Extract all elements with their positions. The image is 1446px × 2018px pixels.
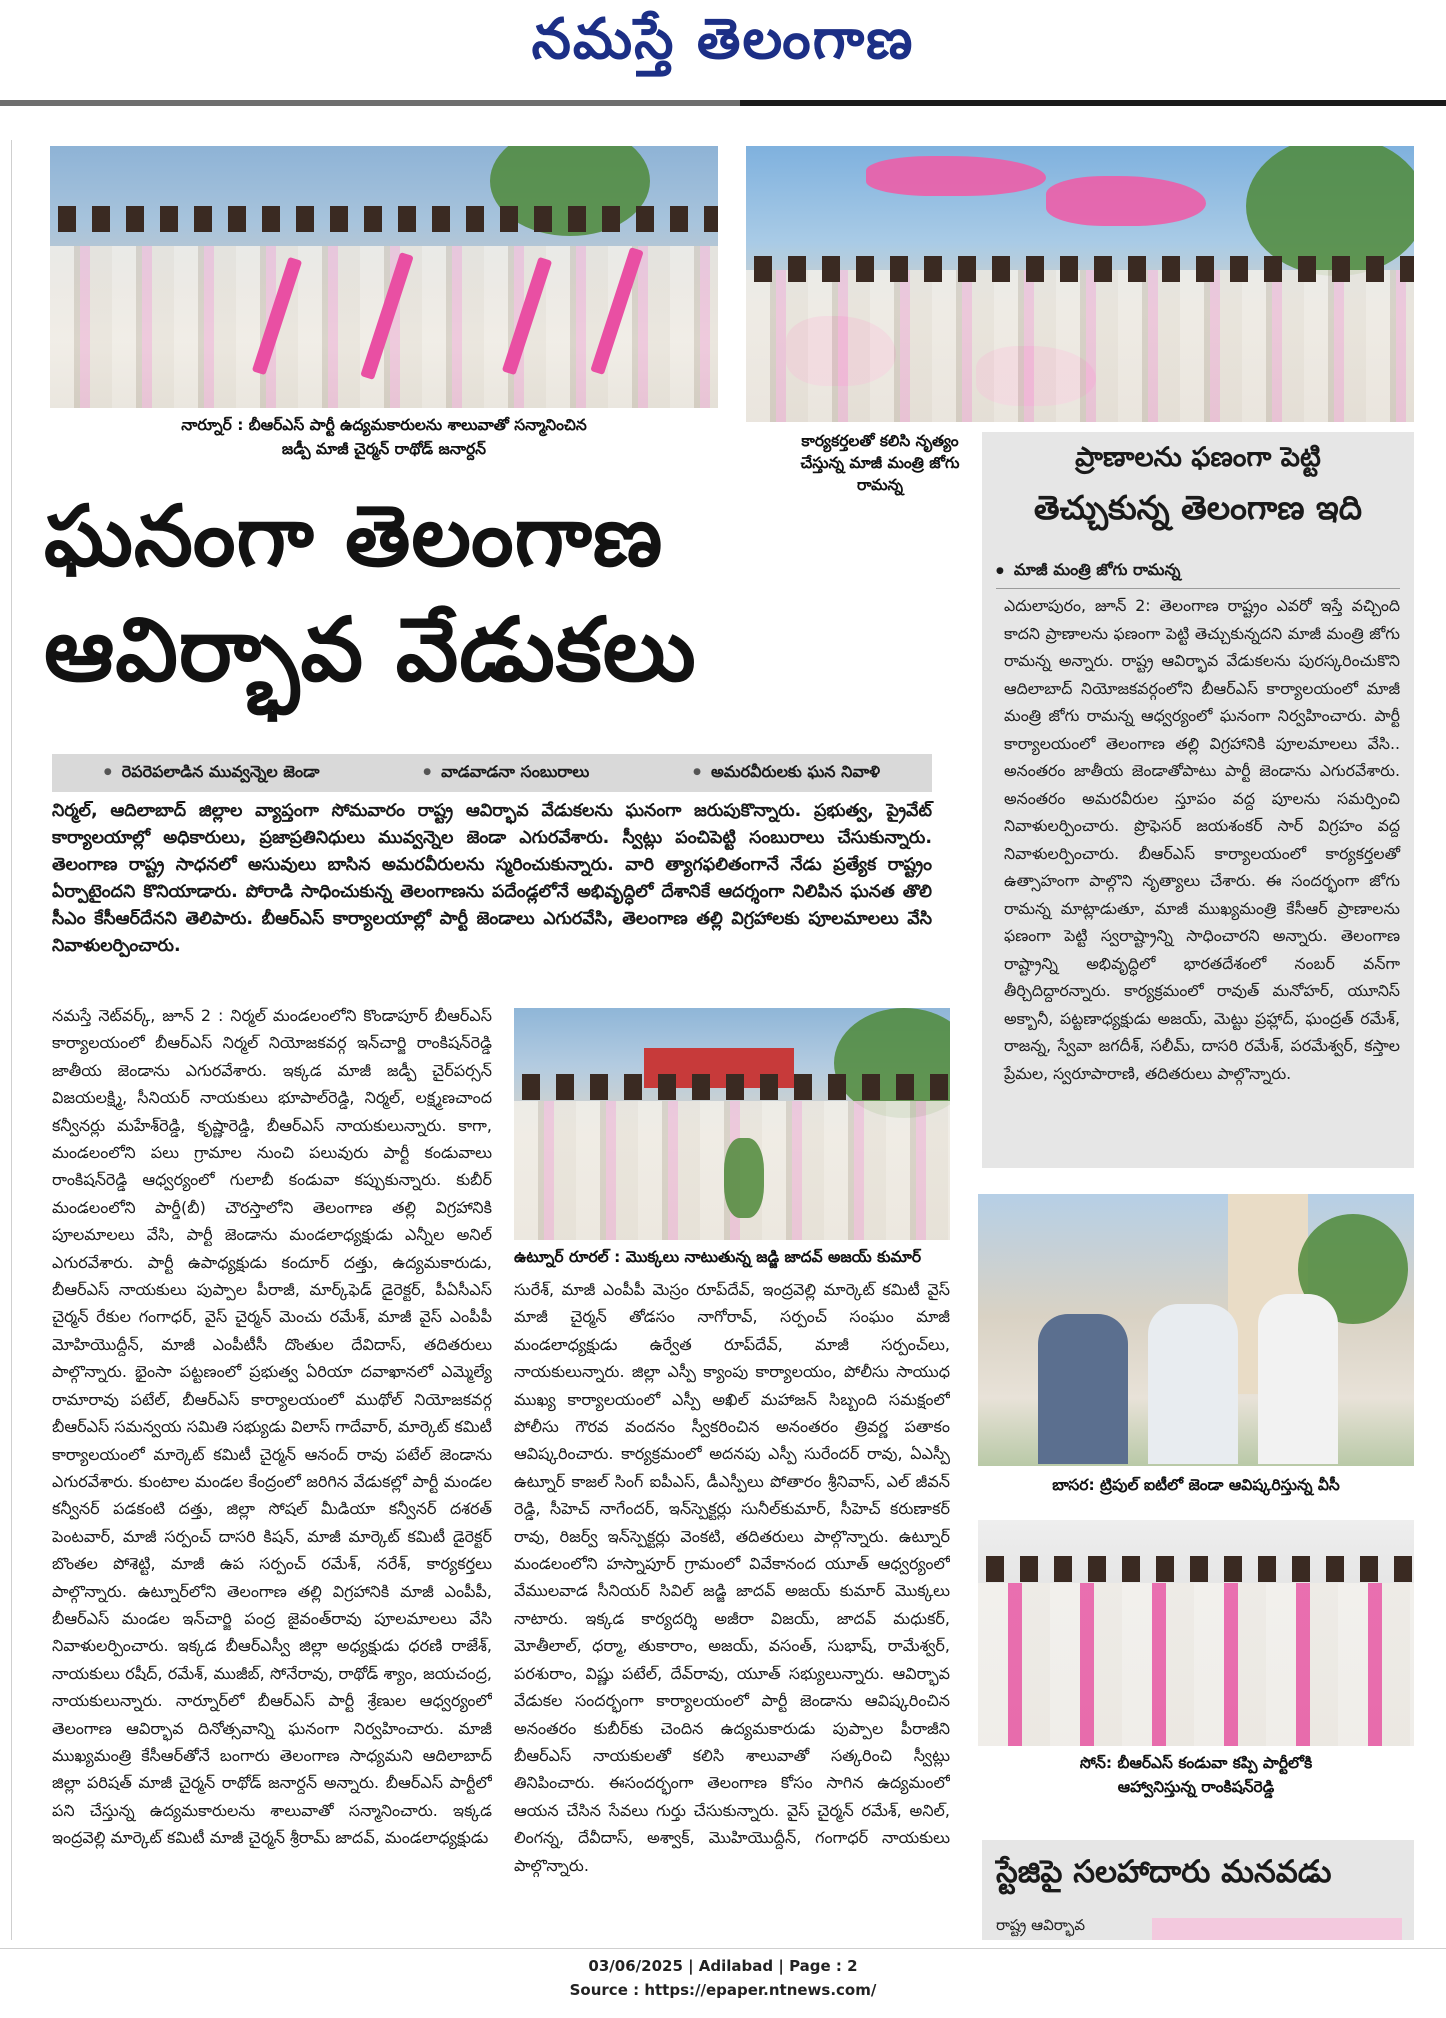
photo-felicitation (50, 146, 718, 408)
sidebar-kicker: ప్రాణాలను ఫణంగా పెట్టి (1075, 442, 1321, 473)
headline-line-2: ఆవిర్భావ వేడుకలు (44, 598, 697, 701)
masthead-rule-dark (740, 100, 1446, 106)
photo-party-joining (978, 1520, 1414, 1746)
caption-planting: ఉట్నూర్ రూరల్ : మొక్కలు నాటుతున్న జడ్జి జాదవ్ అజయ్ కుమార్ (514, 1248, 922, 1266)
lede-paragraph: నిర్మల్, ఆదిలాబాద్ జిల్లాల వ్యాప్తంగా సోమవారం రాష్ట్ర ఆవిర్భావ వేడుకలను ఘనంగా జరుపుకొన్నారు. ప్రభుత్వ, ప్రైవేట్ కార్యాలయాల్లో అధికారులు, ప్రజాప్రతినిధులు మువ్వన్నెల జెండా ఎగురవేశారు. స్వీట్లు పంచిపెట్టి సంబురాలు చేసుకున్నారు. తెలంగాణ రాష్ట్ర సాధనలో అసువులు బాసిన అమరవీరులను స్మరించుకున్నారు. వారి త్యాగఫలితంగానే నేడు ప్రత్యేక రాష్ట్రం ఏర్పాటైందని కొనియాడారు. పోరాడి సాధించుకున్న తెలంగాణను పదేండ్లలోనే అభివృద్ధిలో దేశానికే ఆదర్శంగా నిలిపిన ఘనత తొలి సీఎం కేసీఆర్‌దేనని తెలిపారు. బీఆర్ఎస్ కార్యాలయాల్లో పార్టీ జెండాలు ఎగురవేసి, తెలంగాణ తల్లి విగ్రహాలకు పూలమాలలు వేసి నివాళులర్పించారు. (52, 801, 932, 956)
headline-line-1: ఘనంగా తెలంగాణ (44, 487, 664, 585)
caption-flag-hoisting: బాసర: ట్రిపుల్ ఐటీలో జెండా ఆవిష్కరిస్తున్న వీసీ (1052, 1476, 1340, 1494)
sidebar-byline: ● మాజీ మంత్రి జోగు రామన్న (996, 560, 1180, 583)
deck-item-flag: ● రెపరెపలాడిన మువ్వన్నెల జెండా (104, 762, 320, 785)
sidebar-body: ఎదులాపురం, జూన్ 2: తెలంగాణ రాష్ట్రం ఎవరో ఇస్తే వచ్చింది కాదని ప్రాణాలను ఫణంగా పెట్టి తెచ్చుకున్నదని మాజీ మంత్రి జోగు రామన్న అన్నారు. రాష్ట్ర ఆవిర్భావ వేడుకలను పురస్కరించుకొని ఆదిలాబాద్ నియోజకవర్గంలోని బీఆర్ఎస్ కార్యాలయంలో మాజీ మంత్రి జోగు రామన్న ఆధ్వర్యంలో ఘనంగా నిర్వహించారు. పార్టీ కార్యాలయంలో తెలంగాణ తల్లి విగ్రహానికి పూలమాలలు వేసి.. అనంతరం జాతీయ జెండాతోపాటు పార్టీ జెండాను ఎగురవేశారు. అనంతరం అమరవీరుల స్తూపం వద్ద పూలను సమర్పించి నివాళులర్పించారు. ప్రొఫెసర్ జయశంకర్ సార్ విగ్రహం వద్ద నివాళులర్పించారు. బీఆర్ఎస్ కార్యాలయంలో కార్యకర్తలతో ఉత్సాహంగా పాల్గొని నృత్యాలు చేశారు. ఈ సందర్భంగా జోగు రామన్న మాట్లాడుతూ, మాజీ ముఖ్యమంత్రి కేసీఆర్ ప్రాణాలను ఫణంగా పెట్టి స్వరాష్ట్రాన్ని సాధించారని అన్నారు. తెలంగాణ రాష్ట్రాన్ని అభివృద్ధిలో భారతదేశంలో నంబర్ వన్‌గా తీర్చిదిద్దారన్నారు. కార్యక్రమంలో రావుత్ మనోహర్, యూనిస్ అక్బానీ, పట్టణాధ్యక్షుడు అజయ్, మెట్టు ప్రహ్లాద్, ఘంద్రత్ రమేశ్, రాజన్న, స్వేవా జగదీశ్, సలీమ్, దాసరి రమేశ్, పరమేశ్వర్, కస్తాల ప్రేమల, స్వరూపారాణి, తదితరులు పాల్గొన్నారు. (1004, 596, 1400, 1083)
caption-party-joining-2: ఆహ్వానిస్తున్న రాంకిషన్‌రెడ్డి (1117, 1778, 1275, 1796)
page-edge-strip (0, 140, 12, 1940)
caption-party-joining-1: సోన్: బీఆర్ఎస్ కండువా కప్పి పార్టీలోకి (1079, 1754, 1313, 1772)
deck-item-celebrations: ● వాడవాడనా సంబురాలు (423, 762, 589, 785)
deck-item-tribute: ● అమరవీరులకు ఘన నివాళి (693, 762, 880, 785)
bottom-story-snippet: రాష్ట్ర ఆవిర్భావ (996, 1916, 1086, 1934)
sidebar-divider (996, 588, 1400, 589)
photo-planting (514, 1008, 950, 1240)
footer-date-line: 03/06/2025 | Adilabad | Page : 2 (588, 1957, 858, 1975)
masthead (0, 0, 1446, 100)
sidebar-headline: తెచ్చుకున్న తెలంగాణ ఇది (1033, 488, 1363, 527)
caption-dance: కార్యకర్తలతో కలిసి నృత్యం చేస్తున్న మాజీ మంత్రి జోగు రామన్న (800, 432, 960, 494)
caption-felicitation-2: జడ్పీ మాజీ చైర్మన్ రాథోడ్ జనార్దన్ (281, 440, 487, 458)
bottom-story (982, 1840, 1414, 1940)
bottom-story-headline: స్టేజిపై సలహాదారు మనవడు (996, 1854, 1332, 1890)
bottom-story-photo-edge (1152, 1918, 1402, 1940)
article-column-1: నమస్తే నెట్‌వర్క్, జూన్ 2 : నిర్మల్ మండలంలోని కొండాపూర్ బీఆర్ఎస్ కార్యాలయంలో బీఆర్ఎస్ నిర్మల్ నియోజకవర్గ ఇన్‌చార్జి రాంకిషన్‌రెడ్డి జాతీయ జెండాను ఎగురవేశారు. ఇక్కడ మాజీ జడ్పీ చైర్‌పర్సన్ విజయలక్ష్మి, సీనియర్ నాయకులు భూపాల్‌రెడ్డి, నిర్మల్, లక్ష్మణచాంద కన్వీనర్లు మహేశ్‌రెడ్డి, కృష్ణారెడ్డి, బీఆర్ఎస్ నాయకులున్నారు. కాగా, మండలంలోని పలు గ్రామాల నుంచి పలువురు పార్టీ కండువాలు రాంకిషన్‌రెడ్డి ఆధ్వర్యంలో గులాబీ కండువా కప్పుకున్నారు. కుబీర్ మండలంలోని పార్డీ(బీ) చౌరస్తాలోని తెలంగాణ తల్లి విగ్రహానికి పూలమాలలు వేసి, పార్టీ జెండాను మండలాధ్యక్షుడు ఎన్నీల అనిల్ ఎగురవేశారు. పార్టీ ఉపాధ్యక్షుడు కందూర్ దత్తు, ఉద్యమకారుడు, బీఆర్ఎస్ నాయకులు పుప్పాల పీరాజీ, మార్క్‌ఫెడ్ డైరెక్టర్, పీఏసీఎస్ చైర్మన్ రేకుల గంగాధర్, వైస్ చైర్మన్ మెంచు రమేశ్, మాజీ వైస్ ఎంపీపీ మోహియొద్దీన్, మాజీ ఎంపీటీసీ దొంతుల దేవిదాస్, తదితరులు పాల్గొన్నారు. భైంసా పట్టణంలో ప్రభుత్వ ఏరియా దవాఖానలో ఎమ్మెల్యే రామారావు పటేల్, బీఆర్ఎస్ కార్యాలయంలో ముథోల్ నియోజకవర్గ బీఆర్ఎస్ సమన్వయ సమితి సభ్యుడు విలాస్ గాదేవార్, మార్కెట్ కమిటీ కార్యాలయంలో మార్కెట్ కమిటీ చైర్మన్ ఆనంద్ రావు పటేల్ జెండాను ఎగురవేశారు. కుంటాల మండల కేంద్రంలో జరిగిన వేడుకల్లో పార్టీ మండల కన్వీనర్ పడకంటి దత్తు, జిల్లా సోషల్ మీడియా కన్వీనర్ దశరత్ పెంటవార్, మాజీ సర్పంచ్ దాసరి కిషన్, మాజీ మార్కెట్ కమిటీ డైరెక్టర్ బొంతల పోశెట్టి, మాజీ ఉప సర్పంచ్ రమేశ్, నరేశ్, కార్యకర్తలు పాల్గొన్నారు. ఉట్నూర్‌లోని తెలంగాణ తల్లి విగ్రహానికి మాజీ ఎంపీపీ, బీఆర్ఎస్ మండల ఇన్‌చార్జి పంద్ర జైవంత్‌రావు పూలమాలలు వేసి నివాళులర్పించారు. ఇక్కడ బీఆర్ఎస్వీ జిల్లా అధ్యక్షుడు ధరణి రాజేశ్, నాయకులు రషీద్, రమేశ్, ముజీబ్, సోనేరావు, రాథోడ్ శ్యాం, జయచంద్ర, నాయకులున్నారు. నార్నూర్‌లో బీఆర్ఎస్ పార్టీ శ్రేణుల ఆధ్వర్యంలో తెలంగాణ ఆవిర్భావ దినోత్సవాన్ని ఘనంగా నిర్వహించారు. మాజీ ముఖ్యమంత్రి కేసీఆర్‌తోనే బంగారు తెలంగాణ సాధ్యమని ఆదిలాబాద్ జిల్లా పరిషత్ మాజీ చైర్మన్ రాథోడ్ జనార్దన్ అన్నారు. బీఆర్ఎస్ పార్టీలో పని చేస్తున్న ఉద్యమకారులను శాలువాతో సన్మానించారు. ఇక్కడ ఇంద్రవెల్లి మార్కెట్ కమిటీ మాజీ చైర్మన్ శ్రీరామ్ జాదవ్, మండలాధ్యక్షుడు (52, 1006, 492, 1848)
deck-bar (52, 754, 932, 792)
photo-flag-hoisting (978, 1194, 1414, 1466)
sidebar-story (982, 432, 1414, 1168)
masthead-title: నమస్తే తెలంగాణ (531, 6, 915, 72)
caption-felicitation-1: నార్నూర్ : బీఆర్ఎస్ పార్టీ ఉద్యమకారులను శాలువాతో సన్మానించిన (181, 416, 587, 434)
footer-source-link[interactable]: Source : https://epaper.ntnews.com/ (569, 1981, 877, 1999)
photo-dance (746, 146, 1414, 422)
footer-rule (0, 1948, 1446, 1949)
article-column-2: సురేశ్, మాజీ ఎంపీపీ మెస్రం రూప్‌దేవ్, ఇంద్రవెల్లి మార్కెట్ కమిటీ వైస్ మాజీ చైర్మన్ తోడసం నాగోరావ్, సర్పంచ్ సంఘం మాజీ మండలాధ్యక్షుడు ఉర్వేత రూప్‌దేవ్, మాజీ సర్పంచ్‌లు, నాయకులున్నారు. జిల్లా ఎస్పీ క్యాంపు కార్యాలయం, పోలీసు సాయుధ ముఖ్య కార్యాలయంలో ఎస్పీ అఖిల్ మహాజన్ సిబ్బంది సమక్షంలో పోలీసు గౌరవ వందనం స్వీకరించిన అనంతరం త్రివర్ణ పతాకం ఆవిష్కరించారు. కార్యక్రమంలో అదనపు ఎస్పీ సురేందర్ రావు, ఏఎస్పీ ఉట్నూర్ కాజల్ సింగ్ ఐపీఎస్, డీఎస్పీలు పోతారం శ్రీనివాస్, ఎల్ జీవన్ రెడ్డి, సీహెచ్ నాగేందర్, ఇన్‌స్పెక్టర్లు సునీల్‌కుమార్, సీహెచ్ కరుణాకర్ రావు, రిజర్వ్ ఇన్‌స్పెక్టర్లు వెంకటి, తదితరులు పాల్గొన్నారు. ఉట్నూర్ మండలంలోని హస్నాపూర్ గ్రామంలో వివేకానంద యూత్ ఆధ్వర్యంలో వేములవాడ సీనియర్ సివిల్ జడ్జి జాదవ్ అజయ్ కుమార్ మొక్కలు నాటారు. ఇక్కడ కార్యదర్శి అజీరా విజయ్, జాదవ్ మధుకర్, మోతీలాల్, ధర్మా, తుకారాం, అజయ్, వసంత్, సుభాష్, రామేశ్వర్, పరశురాం, విష్ణు పటేల్, దేవ్‌రావు, యూత్ సభ్యులున్నారు. ఆవిర్భావ వేడుకల సందర్భంగా కార్యాలయంలో పార్టీ జెండాను ఆవిష్కరించిన అనంతరం కుబీర్‌కు చెందిన ఉద్యమకారుడు పుప్పాల పీరాజీని బీఆర్ఎస్ నాయకులతో కలిసి శాలువాతో సత్కరించి స్వీట్లు తినిపించారు. ఈసందర్భంగా తెలంగాణ కోసం సాగిన ఉద్యమంలో ఆయన చేసిన సేవలు గుర్తు చేసుకున్నారు. వైస్ చైర్మన్ రమేశ్, అనిల్, లింగన్న, దేవీదాస్, అశ్వాక్, మొహియొద్దీన్, గంగాధర్ నాయకులు పాల్గొన్నారు. (514, 1280, 950, 1875)
